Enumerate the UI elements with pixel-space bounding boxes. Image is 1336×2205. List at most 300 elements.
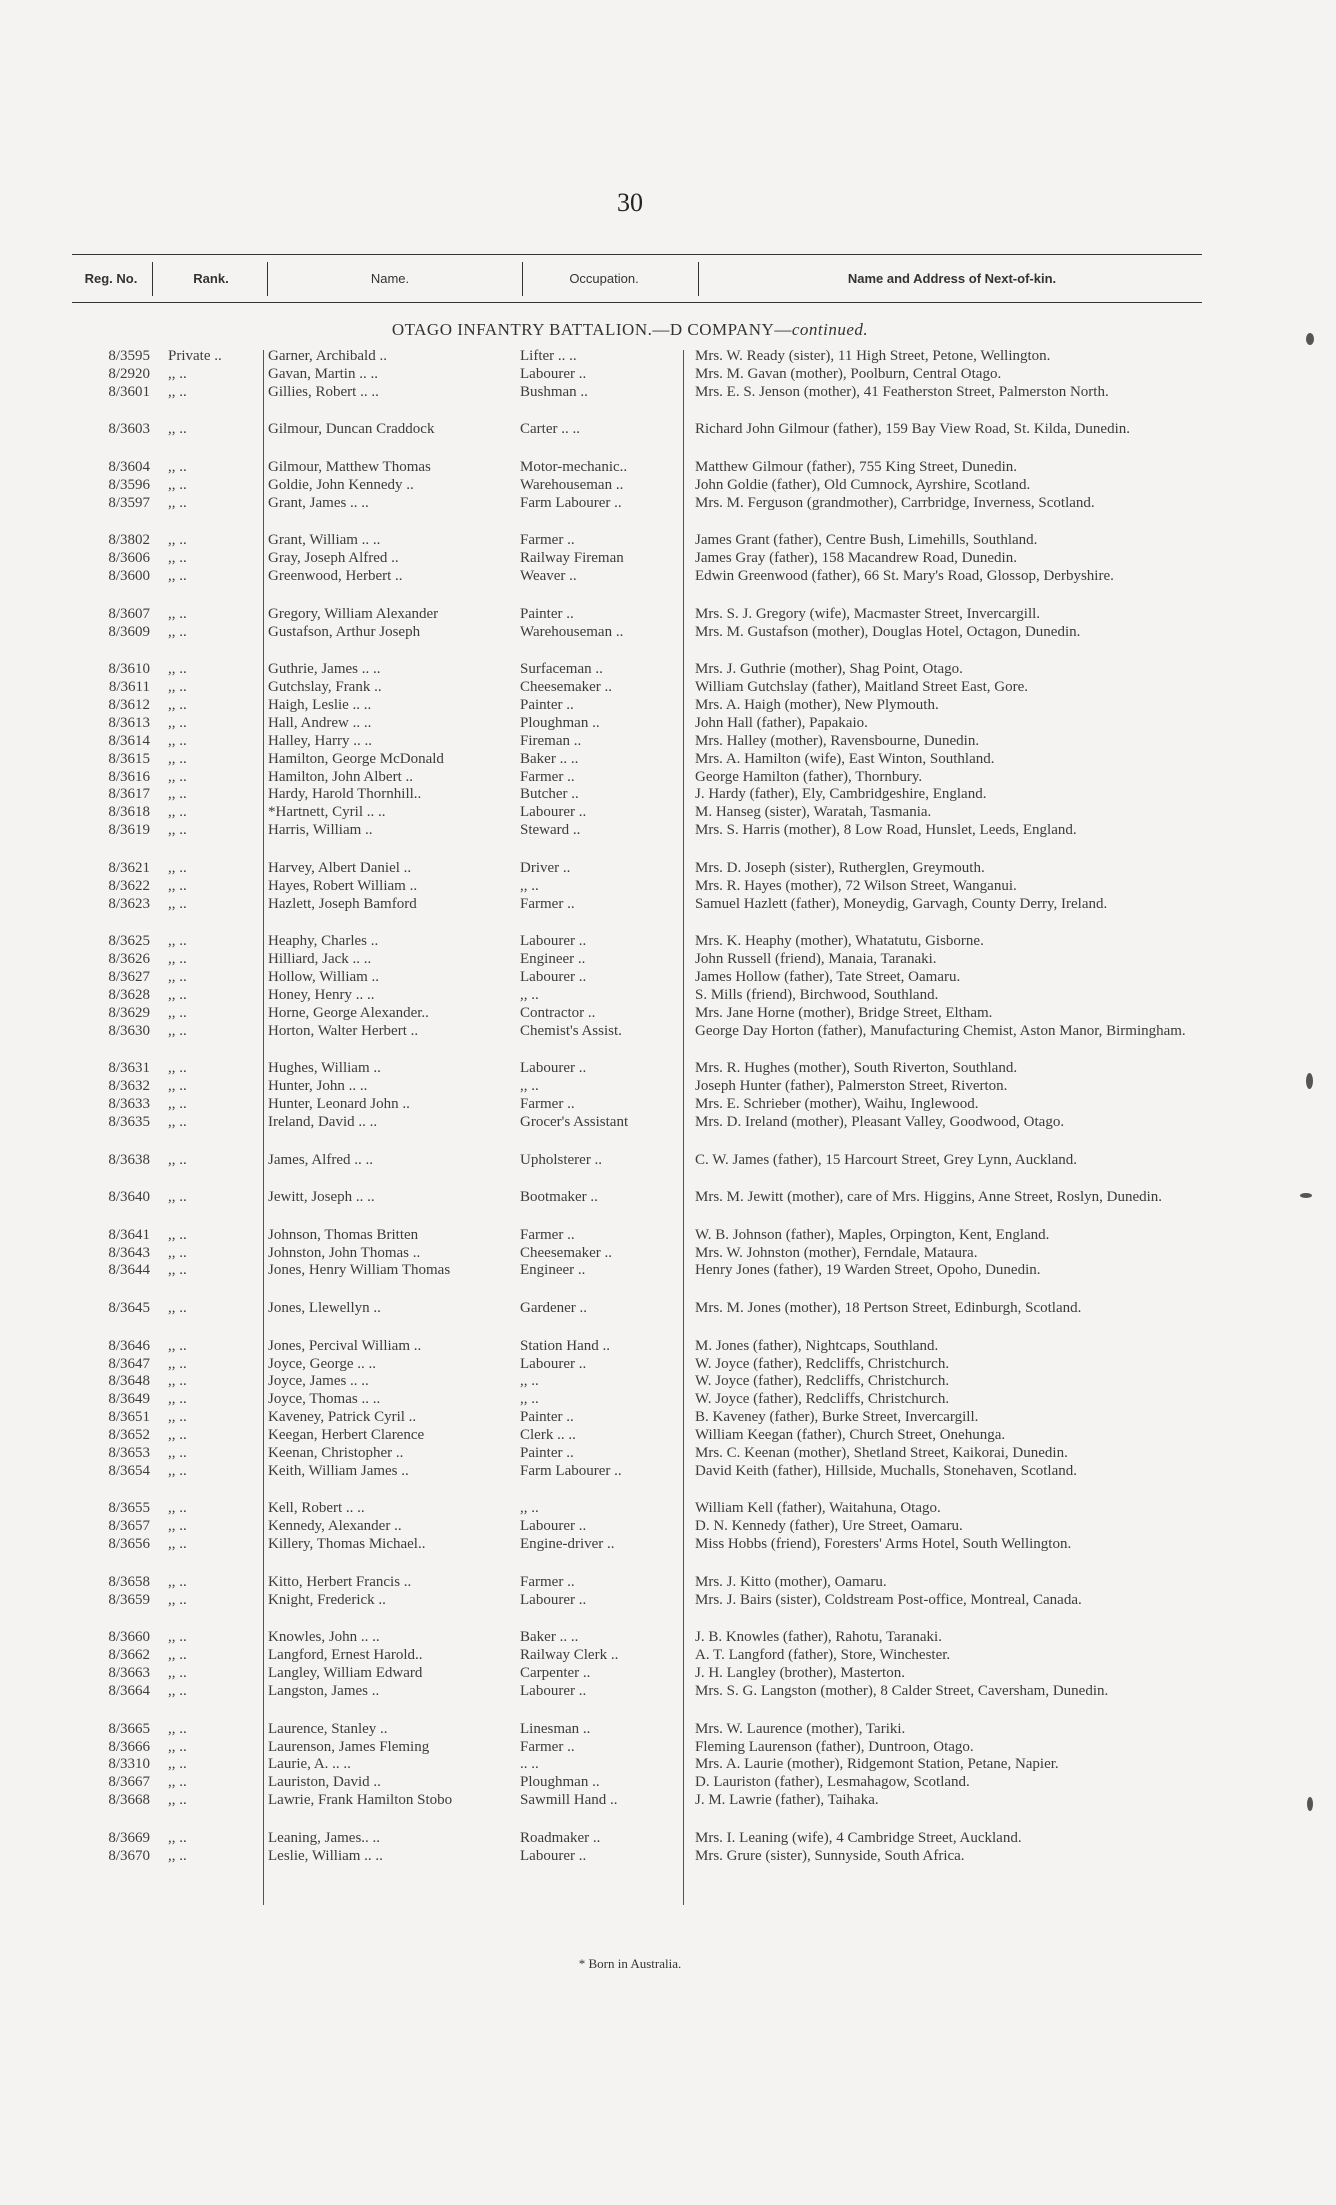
table-row	[0, 1536, 1336, 1574]
table-row	[0, 1647, 1336, 1665]
rank-cell: ,, ..	[168, 1337, 187, 1354]
reg-no-cell: 8/3606	[108, 550, 150, 567]
table-row	[0, 661, 1336, 679]
next-of-kin-cell: Mrs. M. Jewitt (mother), care of Mrs. Higgins, Anne Street, Roslyn, Dunedin.	[695, 1189, 1163, 1206]
table-row	[0, 348, 1336, 366]
table-row	[0, 1500, 1336, 1518]
name-cell: Joyce, George .. ..	[268, 1355, 377, 1372]
occupation-cell: Painter ..	[520, 1445, 574, 1461]
next-of-kin-cell: Mrs. M. Ferguson (grandmother), Carrbridge, Inverness, Scotland.	[695, 494, 1095, 511]
rank-cell: ,, ..	[168, 605, 187, 622]
occupation-cell: ,, ..	[520, 1373, 539, 1390]
rank-cell: ,, ..	[168, 494, 187, 511]
name-cell: Honey, Henry .. ..	[268, 986, 375, 1003]
next-of-kin-cell: James Gray (father), 158 Macandrew Road, Dunedin.	[695, 550, 1017, 567]
next-of-kin-cell: M. Hanseg (sister), Waratah, Tasmania.	[695, 804, 932, 821]
occupation-cell: Labourer ..	[520, 365, 587, 382]
occupation-cell: Warehouseman ..	[520, 476, 624, 493]
reg-no-cell: 8/3623	[108, 895, 150, 912]
next-of-kin-cell: Mrs. M. Gavan (mother), Poolburn, Central Otago.	[695, 365, 1002, 382]
name-cell: Kell, Robert .. ..	[268, 1500, 365, 1517]
occupation-cell: Motor-mechanic..	[520, 458, 628, 475]
scan-speck	[1306, 1073, 1313, 1089]
occupation-cell: Engineer ..	[520, 1262, 586, 1279]
reg-no-cell: 8/3641	[108, 1226, 150, 1243]
name-cell: Gillies, Robert .. ..	[268, 383, 379, 400]
next-of-kin-cell: Mrs. Halley (mother), Ravensbourne, Dunedin.	[695, 732, 980, 749]
reg-no-cell: 8/3664	[108, 1683, 150, 1700]
reg-no-cell: 8/3667	[108, 1774, 150, 1791]
name-cell: Jones, Llewellyn ..	[268, 1300, 381, 1317]
next-of-kin-cell: Mrs. E. Schrieber (mother), Waihu, Inglewood.	[695, 1096, 979, 1113]
table-row	[0, 1114, 1336, 1152]
header-name: Name.	[370, 271, 410, 286]
occupation-cell: Labourer ..	[520, 1683, 587, 1700]
next-of-kin-cell: Edwin Greenwood (father), 66 St. Mary's Road, Glossop, Derbyshire.	[695, 568, 1114, 585]
occupation-cell: Labourer ..	[520, 968, 587, 985]
table-row	[0, 1338, 1336, 1356]
occupation-cell: Labourer ..	[520, 933, 587, 950]
name-cell: Killery, Thomas Michael..	[268, 1536, 426, 1553]
next-of-kin-cell: Mrs. M. Jones (mother), 18 Pertson Street, Edinburgh, Scotland.	[695, 1300, 1082, 1317]
reg-no-cell: 8/3638	[108, 1151, 150, 1168]
rank-cell: ,, ..	[168, 1113, 187, 1130]
table-row	[0, 384, 1336, 422]
next-of-kin-cell: Mrs. R. Hughes (mother), South Riverton, Southland.	[695, 1060, 1018, 1077]
occupation-cell: Farmer ..	[520, 1738, 575, 1755]
rank-cell: ,, ..	[168, 1427, 187, 1444]
name-cell: Jewitt, Joseph .. ..	[268, 1189, 375, 1206]
table-row	[0, 477, 1336, 495]
table-row	[0, 495, 1336, 533]
next-of-kin-cell: John Goldie (father), Old Cumnock, Ayrshire, Scotland.	[695, 476, 1031, 493]
occupation-cell: Roadmaker ..	[520, 1829, 601, 1846]
occupation-cell: Butcher ..	[520, 786, 579, 803]
next-of-kin-cell: S. Mills (friend), Birchwood, Southland.	[695, 986, 939, 1003]
occupation-cell: Surfaceman ..	[520, 661, 603, 678]
header-divider	[698, 262, 699, 296]
occupation-cell: .. ..	[520, 1756, 539, 1773]
reg-no-cell: 8/3640	[108, 1189, 150, 1206]
name-cell: Laurence, Stanley ..	[268, 1720, 388, 1737]
occupation-cell: Sawmill Hand ..	[520, 1792, 618, 1809]
table-row	[0, 1792, 1336, 1830]
reg-no-cell: 8/3630	[108, 1022, 150, 1039]
occupation-cell: Farmer ..	[520, 895, 575, 912]
section-continued: continued.	[791, 320, 869, 339]
rank-cell: ,, ..	[168, 1445, 187, 1461]
next-of-kin-cell: Mrs. Grure (sister), Sunnyside, South Africa.	[695, 1847, 965, 1864]
rank-cell: ,, ..	[168, 679, 187, 696]
name-cell: Grant, James .. ..	[268, 494, 369, 511]
table-row	[0, 733, 1336, 751]
next-of-kin-cell: Mrs. C. Keenan (mother), Shetland Street, Kaikorai, Dunedin.	[695, 1445, 1068, 1461]
name-cell: Gutchslay, Frank ..	[268, 679, 382, 696]
name-cell: Gilmour, Duncan Craddock	[268, 421, 435, 438]
name-cell: Hall, Andrew .. ..	[268, 714, 372, 731]
reg-no-cell: 8/3628	[108, 986, 150, 1003]
occupation-cell: ,, ..	[520, 1500, 539, 1517]
name-cell: Halley, Harry .. ..	[268, 732, 372, 749]
reg-no-cell: 8/3644	[108, 1262, 150, 1279]
name-cell: Hunter, Leonard John ..	[268, 1096, 410, 1113]
reg-no-cell: 8/3616	[108, 768, 150, 785]
next-of-kin-cell: Mrs. I. Leaning (wife), 4 Cambridge Street, Auckland.	[695, 1829, 1022, 1846]
next-of-kin-cell: Mrs. E. S. Jenson (mother), 41 Featherston Street, Palmerston North.	[695, 383, 1109, 400]
next-of-kin-cell: Mrs. J. Guthrie (mother), Shag Point, Otago.	[695, 661, 963, 678]
table-row	[0, 1592, 1336, 1630]
next-of-kin-cell: D. Lauriston (father), Lesmahagow, Scotland.	[695, 1774, 970, 1791]
occupation-cell: ,, ..	[520, 986, 539, 1003]
table-row	[0, 568, 1336, 606]
reg-no-cell: 8/3609	[108, 623, 150, 640]
header-next-of-kin: Name and Address of Next-of-kin.	[847, 271, 1057, 286]
header-divider	[152, 262, 153, 296]
table-row	[0, 896, 1336, 934]
reg-no-cell: 8/3619	[108, 822, 150, 839]
name-cell: Garner, Archibald ..	[268, 348, 387, 364]
table-row	[0, 1463, 1336, 1501]
table-row	[0, 878, 1336, 896]
name-cell: Guthrie, James .. ..	[268, 661, 381, 678]
next-of-kin-cell: Mrs. M. Gustafson (mother), Douglas Hotel, Octagon, Dunedin.	[695, 623, 1081, 640]
reg-no-cell: 8/3654	[108, 1462, 150, 1479]
next-of-kin-cell: W. Joyce (father), Redcliffs, Christchurch.	[695, 1355, 950, 1372]
table-row	[0, 532, 1336, 550]
rank-cell: ,, ..	[168, 1500, 187, 1517]
name-cell: Kennedy, Alexander ..	[268, 1518, 402, 1535]
table-row	[0, 1518, 1336, 1536]
next-of-kin-cell: George Day Horton (father), Manufacturing Chemist, Aston Manor, Birmingham.	[695, 1022, 1186, 1039]
rank-cell: ,, ..	[168, 1391, 187, 1408]
table-row	[0, 933, 1336, 951]
next-of-kin-cell: Mrs. S. G. Langston (mother), 8 Calder Street, Caversham, Dunedin.	[695, 1683, 1109, 1700]
occupation-cell: Farmer ..	[520, 1573, 575, 1590]
section-title-text: OTAGO INFANTRY BATTALION.—D COMPANY—	[391, 320, 792, 339]
name-cell: Jones, Percival William ..	[268, 1337, 422, 1354]
rank-cell: ,, ..	[168, 1738, 187, 1755]
name-cell: Keith, William James ..	[268, 1462, 409, 1479]
rank-cell: ,, ..	[168, 714, 187, 731]
occupation-cell: Engineer ..	[520, 951, 586, 968]
reg-no-cell: 8/3621	[108, 859, 150, 876]
occupation-cell: Carter .. ..	[520, 421, 580, 438]
reg-no-cell: 8/3648	[108, 1373, 150, 1390]
table-row	[0, 1373, 1336, 1391]
reg-no-cell: 8/3631	[108, 1060, 150, 1077]
rank-cell: ,, ..	[168, 1244, 187, 1261]
table-row	[0, 606, 1336, 624]
occupation-cell: Baker .. ..	[520, 750, 579, 767]
reg-no-cell: 8/3595	[108, 348, 150, 364]
rank-cell: ,, ..	[168, 623, 187, 640]
occupation-cell: Fireman ..	[520, 732, 582, 749]
table-row	[0, 1189, 1336, 1227]
table-row	[0, 366, 1336, 384]
header-rule-bottom	[72, 302, 1202, 303]
occupation-cell: Bushman ..	[520, 383, 588, 400]
rank-cell: ,, ..	[168, 1373, 187, 1390]
occupation-cell: Cheesemaker ..	[520, 679, 613, 696]
occupation-cell: Farmer ..	[520, 768, 575, 785]
next-of-kin-cell: William Kell (father), Waitahuna, Otago.	[695, 1500, 941, 1517]
occupation-cell: Linesman ..	[520, 1720, 591, 1737]
rank-cell: ,, ..	[168, 1720, 187, 1737]
next-of-kin-cell: Mrs. A. Laurie (mother), Ridgemont Station, Petane, Napier.	[695, 1756, 1059, 1773]
reg-no-cell: 8/2920	[108, 365, 150, 382]
next-of-kin-cell: Mrs. R. Hayes (mother), 72 Wilson Street, Wanganui.	[695, 877, 1017, 894]
reg-no-cell: 8/3596	[108, 476, 150, 493]
table-row	[0, 624, 1336, 662]
name-cell: Greenwood, Herbert ..	[268, 568, 403, 585]
reg-no-cell: 8/3310	[108, 1756, 150, 1773]
next-of-kin-cell: A. T. Langford (father), Store, Winchester.	[695, 1647, 951, 1664]
reg-no-cell: 8/3635	[108, 1113, 150, 1130]
rank-cell: ,, ..	[168, 1591, 187, 1608]
next-of-kin-cell: Mrs. D. Joseph (sister), Rutherglen, Greymouth.	[695, 859, 985, 876]
occupation-cell: Cheesemaker ..	[520, 1244, 613, 1261]
rank-cell: ,, ..	[168, 1300, 187, 1317]
occupation-cell: Steward ..	[520, 822, 581, 839]
reg-no-cell: 8/3604	[108, 458, 150, 475]
occupation-cell: Labourer ..	[520, 1847, 587, 1864]
reg-no-cell: 8/3658	[108, 1573, 150, 1590]
table-row	[0, 1227, 1336, 1245]
rank-cell: ,, ..	[168, 1829, 187, 1846]
rank-cell: ,, ..	[168, 1078, 187, 1095]
table-row	[0, 1300, 1336, 1338]
next-of-kin-cell: J. H. Langley (brother), Masterton.	[695, 1665, 905, 1682]
table-row	[0, 1574, 1336, 1592]
next-of-kin-cell: James Hollow (father), Tate Street, Oamaru.	[695, 968, 961, 985]
roll-table-body	[0, 348, 1336, 1866]
next-of-kin-cell: W. Joyce (father), Redcliffs, Christchurch.	[695, 1391, 950, 1408]
table-row	[0, 421, 1336, 459]
name-cell: Heaphy, Charles ..	[268, 933, 379, 950]
table-header	[72, 258, 1202, 300]
reg-no-cell: 8/3613	[108, 714, 150, 731]
table-row	[0, 459, 1336, 477]
name-cell: Lauriston, David ..	[268, 1774, 381, 1791]
occupation-cell: Ploughman ..	[520, 1774, 600, 1791]
next-of-kin-cell: Mrs. J. Kitto (mother), Oamaru.	[695, 1573, 887, 1590]
reg-no-cell: 8/3617	[108, 786, 150, 803]
reg-no-cell: 8/3653	[108, 1445, 150, 1461]
next-of-kin-cell: Miss Hobbs (friend), Foresters' Arms Hotel, South Wellington.	[695, 1536, 1072, 1553]
table-row	[0, 1629, 1336, 1647]
rank-cell: ,, ..	[168, 661, 187, 678]
header-reg-no: Reg. No.	[84, 271, 138, 286]
occupation-cell: Labourer ..	[520, 1518, 587, 1535]
rank-cell: ,, ..	[168, 696, 187, 713]
table-row	[0, 1245, 1336, 1263]
occupation-cell: Farm Labourer ..	[520, 1462, 622, 1479]
next-of-kin-cell: Samuel Hazlett (father), Moneydig, Garvagh, County Derry, Ireland.	[695, 895, 1108, 912]
table-row	[0, 751, 1336, 769]
rank-cell: ,, ..	[168, 1262, 187, 1279]
next-of-kin-cell: Fleming Laurenson (father), Duntroon, Otago.	[695, 1738, 974, 1755]
table-row	[0, 1665, 1336, 1683]
rank-cell: ,, ..	[168, 1774, 187, 1791]
next-of-kin-cell: Mrs. K. Heaphy (mother), Whatatutu, Gisborne.	[695, 933, 984, 950]
table-row	[0, 1427, 1336, 1445]
occupation-cell: Farmer ..	[520, 1096, 575, 1113]
next-of-kin-cell: Mrs. S. J. Gregory (wife), Macmaster Street, Invercargill.	[695, 605, 1041, 622]
scan-speck	[1300, 1193, 1312, 1198]
reg-no-cell: 8/3618	[108, 804, 150, 821]
occupation-cell: Labourer ..	[520, 1060, 587, 1077]
header-occupation: Occupation.	[569, 271, 639, 286]
table-row	[0, 822, 1336, 860]
rank-cell: ,, ..	[168, 1683, 187, 1700]
rank-cell: Private ..	[168, 348, 222, 364]
next-of-kin-cell: William Gutchslay (father), Maitland Street East, Gore.	[695, 679, 1029, 696]
name-cell: Kitto, Herbert Francis ..	[268, 1573, 412, 1590]
name-cell: James, Alfred .. ..	[268, 1151, 373, 1168]
next-of-kin-cell: Mrs. D. Ireland (mother), Pleasant Valley, Goodwood, Otago.	[695, 1113, 1065, 1130]
table-row	[0, 1683, 1336, 1721]
rank-cell: ,, ..	[168, 1665, 187, 1682]
occupation-cell: ,, ..	[520, 877, 539, 894]
name-cell: Lawrie, Frank Hamilton Stobo	[268, 1792, 453, 1809]
scan-speck	[1306, 333, 1314, 345]
name-cell: Hamilton, John Albert ..	[268, 768, 413, 785]
rank-cell: ,, ..	[168, 1096, 187, 1113]
name-cell: Langford, Ernest Harold..	[268, 1647, 423, 1664]
reg-no-cell: 8/3645	[108, 1300, 150, 1317]
next-of-kin-cell: Mrs. W. Ready (sister), 11 High Street, Petone, Wellington.	[695, 348, 1051, 364]
rank-cell: ,, ..	[168, 1629, 187, 1646]
occupation-cell: Baker .. ..	[520, 1629, 579, 1646]
rank-cell: ,, ..	[168, 421, 187, 438]
occupation-cell: Weaver ..	[520, 568, 577, 585]
reg-no-cell: 8/3802	[108, 532, 150, 549]
occupation-cell: Station Hand ..	[520, 1337, 610, 1354]
occupation-cell: Gardener ..	[520, 1300, 588, 1317]
rank-cell: ,, ..	[168, 1536, 187, 1553]
next-of-kin-cell: W. Joyce (father), Redcliffs, Christchurch.	[695, 1373, 950, 1390]
scan-speck	[1307, 1797, 1313, 1811]
name-cell: Hunter, John .. ..	[268, 1078, 368, 1095]
occupation-cell: Chemist's Assist.	[520, 1022, 622, 1039]
reg-no-cell: 8/3651	[108, 1409, 150, 1426]
rank-cell: ,, ..	[168, 732, 187, 749]
table-row	[0, 1262, 1336, 1300]
table-row	[0, 860, 1336, 878]
reg-no-cell: 8/3662	[108, 1647, 150, 1664]
reg-no-cell: 8/3629	[108, 1004, 150, 1021]
rank-cell: ,, ..	[168, 951, 187, 968]
name-cell: Hollow, William ..	[268, 968, 380, 985]
rank-cell: ,, ..	[168, 968, 187, 985]
table-row	[0, 550, 1336, 568]
occupation-cell: Grocer's Assistant	[520, 1113, 629, 1130]
occupation-cell: Painter ..	[520, 696, 574, 713]
table-row	[0, 769, 1336, 787]
occupation-cell: Labourer ..	[520, 1355, 587, 1372]
occupation-cell: Railway Clerk ..	[520, 1647, 619, 1664]
occupation-cell: Upholsterer ..	[520, 1151, 603, 1168]
rank-cell: ,, ..	[168, 1226, 187, 1243]
rank-cell: ,, ..	[168, 458, 187, 475]
name-cell: Joyce, James .. ..	[268, 1373, 369, 1390]
name-cell: Johnston, John Thomas ..	[268, 1244, 421, 1261]
table-row	[0, 1739, 1336, 1757]
reg-no-cell: 8/3600	[108, 568, 150, 585]
reg-no-cell: 8/3665	[108, 1720, 150, 1737]
rank-cell: ,, ..	[168, 1847, 187, 1864]
name-cell: Laurenson, James Fleming	[268, 1738, 430, 1755]
name-cell: Leslie, William .. ..	[268, 1847, 383, 1864]
reg-no-cell: 8/3663	[108, 1665, 150, 1682]
name-cell: Goldie, John Kennedy ..	[268, 476, 414, 493]
rank-cell: ,, ..	[168, 1518, 187, 1535]
name-cell: Gilmour, Matthew Thomas	[268, 458, 431, 475]
table-row	[0, 1848, 1336, 1866]
next-of-kin-cell: Mrs. A. Haigh (mother), New Plymouth.	[695, 696, 939, 713]
name-cell: Knowles, John .. ..	[268, 1629, 380, 1646]
reg-no-cell: 8/3627	[108, 968, 150, 985]
rank-cell: ,, ..	[168, 1756, 187, 1773]
name-cell: Gavan, Martin .. ..	[268, 365, 378, 382]
rank-cell: ,, ..	[168, 822, 187, 839]
table-row	[0, 1060, 1336, 1078]
name-cell: Joyce, Thomas .. ..	[268, 1391, 381, 1408]
name-cell: Knight, Frederick ..	[268, 1591, 386, 1608]
rank-cell: ,, ..	[168, 986, 187, 1003]
occupation-cell: Engine-driver ..	[520, 1536, 615, 1553]
next-of-kin-cell: James Grant (father), Centre Bush, Limehills, Southland.	[695, 532, 1038, 549]
occupation-cell: Farmer ..	[520, 1226, 575, 1243]
name-cell: Ireland, David .. ..	[268, 1113, 378, 1130]
reg-no-cell: 8/3647	[108, 1355, 150, 1372]
next-of-kin-cell: Mrs. A. Hamilton (wife), East Winton, Southland.	[695, 750, 995, 767]
name-cell: Laurie, A. .. ..	[268, 1756, 351, 1773]
name-cell: Haigh, Leslie .. ..	[268, 696, 372, 713]
table-row	[0, 697, 1336, 715]
name-cell: Langston, James ..	[268, 1683, 380, 1700]
table-row	[0, 1152, 1336, 1190]
table-row	[0, 1756, 1336, 1774]
occupation-cell: Warehouseman ..	[520, 623, 624, 640]
name-cell: Horne, George Alexander..	[268, 1004, 429, 1021]
reg-no-cell: 8/3612	[108, 696, 150, 713]
reg-no-cell: 8/3643	[108, 1244, 150, 1261]
table-row	[0, 1356, 1336, 1374]
reg-no-cell: 8/3626	[108, 951, 150, 968]
reg-no-cell: 8/3670	[108, 1847, 150, 1864]
name-cell: Grant, William .. ..	[268, 532, 381, 549]
reg-no-cell: 8/3656	[108, 1536, 150, 1553]
next-of-kin-cell: B. Kaveney (father), Burke Street, Invercargill.	[695, 1409, 979, 1426]
rank-cell: ,, ..	[168, 1409, 187, 1426]
table-row	[0, 1445, 1336, 1463]
reg-no-cell: 8/3615	[108, 750, 150, 767]
name-cell: Hamilton, George McDonald	[268, 750, 444, 767]
rank-cell: ,, ..	[168, 804, 187, 821]
header-rank: Rank.	[193, 271, 229, 286]
name-cell: Johnson, Thomas Britten	[268, 1226, 419, 1243]
reg-no-cell: 8/3669	[108, 1829, 150, 1846]
next-of-kin-cell: M. Jones (father), Nightcaps, Southland.	[695, 1337, 939, 1354]
page-number: 30	[617, 188, 643, 217]
reg-no-cell: 8/3655	[108, 1500, 150, 1517]
name-cell: Hardy, Harold Thornhill..	[268, 786, 422, 803]
reg-no-cell: 8/3611	[108, 679, 150, 696]
reg-no-cell: 8/3652	[108, 1427, 150, 1444]
reg-no-cell: 8/3603	[108, 421, 150, 438]
table-row	[0, 969, 1336, 987]
